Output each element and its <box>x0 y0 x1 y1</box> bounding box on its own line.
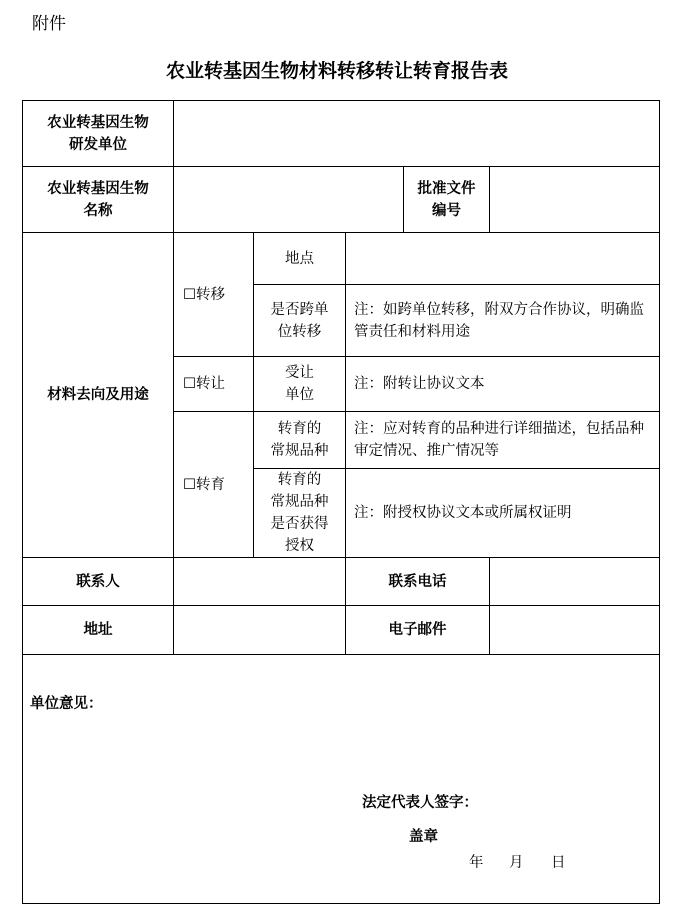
cross-unit-label: 是否跨单 位转移 <box>254 285 346 357</box>
contact-label: 联系人 <box>23 558 174 606</box>
report-form-table <box>22 100 660 904</box>
cross-unit-note: 注：如跨单位转移，附双方合作协议，明确监管责任和材料用途 <box>346 285 660 357</box>
signature-label: 法定代表人签字： <box>362 795 478 811</box>
destination-label: 材料去向及用途 <box>23 233 174 558</box>
gmo-name-field[interactable] <box>174 167 404 233</box>
rnd-unit-field[interactable] <box>174 101 660 167</box>
date-day: 日 <box>551 855 566 871</box>
email-label: 电子邮件 <box>346 606 490 655</box>
row-gmo-name <box>23 167 660 233</box>
attachment-label: 附件 <box>32 14 66 34</box>
transfer-checkbox[interactable]: ☐转移 <box>174 233 254 357</box>
phone-label: 联系电话 <box>346 558 490 606</box>
approval-number-field[interactable] <box>490 167 660 233</box>
form-title: 农业转基因生物材料转移转让转育报告表 <box>165 60 508 82</box>
date-year: 年 <box>469 855 484 871</box>
opinion-label: 单位意见： <box>30 696 103 712</box>
assignee-note: 注：附转让协议文本 <box>346 357 660 412</box>
assignee-label: 受让 单位 <box>254 357 346 412</box>
rnd-unit-label: 农业转基因生物 研发单位 <box>23 101 174 167</box>
location-field[interactable] <box>346 233 660 285</box>
variety-label: 转育的 常规品种 <box>254 412 346 469</box>
phone-field[interactable] <box>490 558 660 606</box>
address-label: 地址 <box>23 606 174 655</box>
row-transfer-location <box>23 233 660 285</box>
email-field[interactable] <box>490 606 660 655</box>
date-month: 月 <box>509 855 524 871</box>
row-rnd-unit <box>23 101 660 167</box>
row-address <box>23 606 660 655</box>
authorized-label: 转育的 常规品种 是否获得 授权 <box>254 469 346 558</box>
row-opinion <box>23 655 660 904</box>
row-contact <box>23 558 660 606</box>
variety-note: 注：应对转育的品种进行详细描述，包括品种审定情况、推广情况等 <box>346 412 660 469</box>
breed-checkbox[interactable]: ☐转育 <box>174 412 254 558</box>
gmo-name-label: 农业转基因生物 名称 <box>23 167 174 233</box>
approval-number-label: 批准文件 编号 <box>404 167 490 233</box>
assign-checkbox[interactable]: ☐转让 <box>174 357 254 412</box>
date-line <box>469 852 566 874</box>
authorized-note: 注：附授权协议文本或所属权证明 <box>346 469 660 558</box>
location-label: 地点 <box>254 233 346 285</box>
seal-label: 盖章 <box>409 829 438 845</box>
address-field[interactable] <box>174 606 346 655</box>
contact-field[interactable] <box>174 558 346 606</box>
opinion-area[interactable] <box>23 655 660 904</box>
